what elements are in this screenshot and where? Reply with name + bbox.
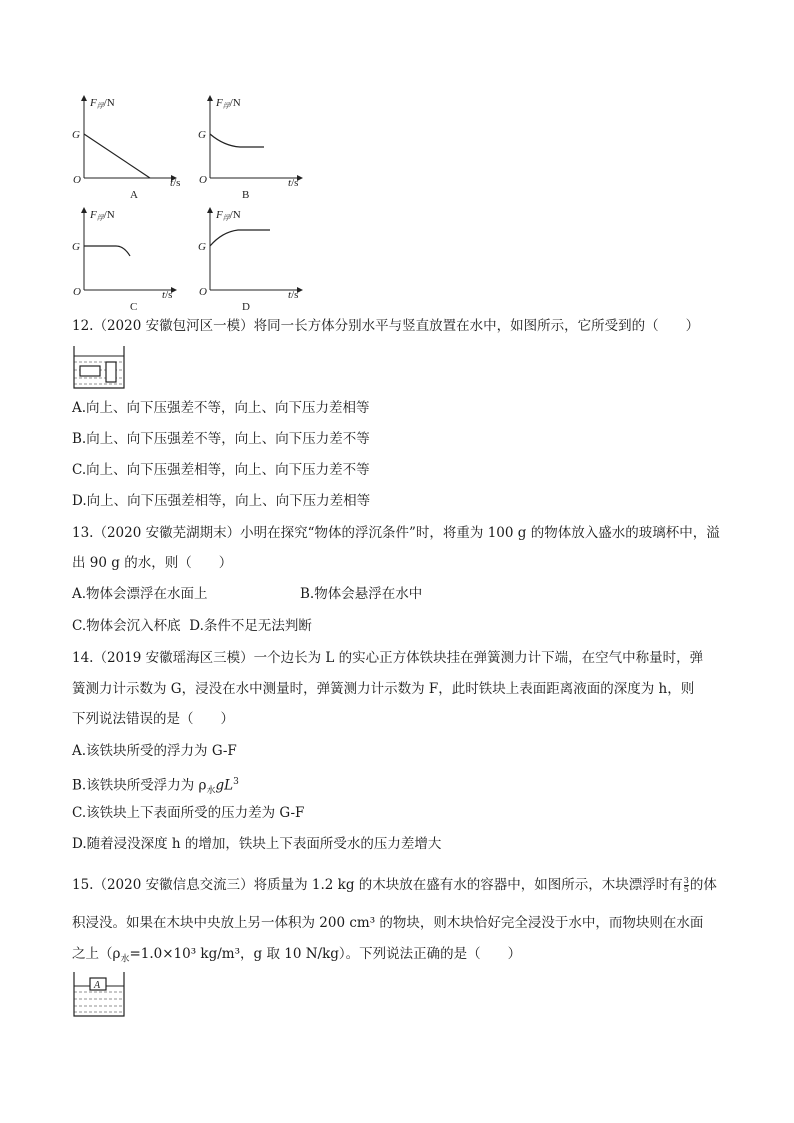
- block-label-a: A: [94, 980, 101, 991]
- question-14-line-1: 14.（2019 安徽瑶海区三模）一个边长为 L 的实心正方体铁块挂在弹簧测力计下端，在空气中称量时，弹: [72, 650, 704, 666]
- graph-a-label: A: [130, 189, 138, 201]
- graph-b: [198, 96, 302, 201]
- graph-b-xlabel: t/s: [288, 177, 299, 189]
- graphs-panel: [0, 0, 794, 320]
- question-13-line-2: 出 90 g 的水，则（ ）: [72, 555, 233, 571]
- graph-a: [72, 96, 180, 201]
- graph-b-origin: O: [199, 174, 207, 186]
- graph-d: [198, 208, 302, 313]
- fraction-three-fifths: $\frac{3}{5}$: [683, 876, 689, 894]
- graph-c-label: C: [130, 301, 138, 313]
- q14-option-b: B.该铁块所受浮力为 $\rho_水gL^3$: [72, 777, 239, 797]
- graph-a-origin: O: [73, 174, 81, 186]
- graph-b-curve: [210, 134, 264, 147]
- question-15-line-3: 之上（$\rho_水=1.0\times 10^3$ kg/m³，g 取 10 N/kg）。下列说法正确的是（ ）: [72, 946, 522, 965]
- q12-option-a: A.向上、向下压强差不等，向上、向下压力差相等: [72, 400, 370, 416]
- horizontal-block: [80, 366, 100, 376]
- graph-b-label: B: [242, 189, 250, 201]
- graph-d-curve: [210, 230, 270, 246]
- graph-b-g-tick: G: [198, 129, 206, 141]
- graph-a-ylabel: F浮/N: [90, 97, 115, 110]
- question-12: 12.（2020 安徽包河区一模）将同一长方体分别水平与竖直放置在水中，如图所示，它所受到的（ ）: [72, 318, 700, 334]
- q15-container-figure: [72, 970, 128, 1018]
- graph-d-g-tick: G: [198, 241, 206, 253]
- q13-option-c: C.物体会沉入杯底: [72, 618, 181, 634]
- question-14-line-3: 下列说法错误的是（ ）: [72, 711, 234, 727]
- q12-option-d: D.向上、向下压强差相等，向上、向下压力差相等: [72, 493, 371, 509]
- question-15-line-2: 积浸没。如果在木块中央放上另一体积为 200 cm³ 的物块，则木块恰好完全浸没于水中，而物块则在水面: [72, 915, 704, 931]
- q14-option-c: C.该铁块上下表面所受的压力差为 G-F: [72, 805, 305, 821]
- q13-option-d: D.条件不足无法判断: [189, 618, 312, 634]
- q14-option-d: D.随着浸没深度 h 的增加，铁块上下表面所受水的压力差增大: [72, 836, 442, 852]
- question-13-line-1: 13.（2020 安徽芜湖期末）小明在探究“物体的浮沉条件”时，将重为 100 g 的物体放入盛水的玻璃杯中，溢: [72, 525, 720, 541]
- q13-option-a: A.物体会漂浮在水面上: [72, 586, 208, 602]
- graph-a-curve: [84, 134, 150, 178]
- graph-c: [72, 208, 176, 313]
- q13-option-cd: [72, 616, 312, 636]
- vertical-block: [106, 362, 116, 382]
- question-14-line-2: 簧测力计示数为 G，浸没在水中测量时，弹簧测力计示数为 F，此时铁块上表面距离液面的深度为 h，则: [72, 681, 695, 697]
- graph-a-g-tick: G: [72, 129, 80, 141]
- graph-c-origin: O: [73, 286, 81, 298]
- graph-c-ylabel: F浮/N: [90, 209, 115, 222]
- graph-c-g-tick: G: [72, 241, 80, 253]
- graph-c-xlabel: t/s: [162, 289, 173, 301]
- graph-d-ylabel: F浮/N: [216, 209, 241, 222]
- q12-option-c: C.向上、向下压强差相等，向上、向下压力差不等: [72, 462, 370, 478]
- question-15-line-1: 15.（2020 安徽信息交流三）将质量为 1.2 kg 的木块放在盛有水的容器中，如图所示，木块漂浮时有 $\frac{3}{5}$ 的体: [72, 876, 717, 894]
- graph-b-ylabel: F浮/N: [216, 97, 241, 110]
- graph-d-origin: O: [199, 286, 207, 298]
- q13-option-b: B.物体会悬浮在水中: [300, 586, 423, 602]
- graph-d-label: D: [242, 301, 250, 313]
- q12-container-figure: [72, 344, 128, 390]
- q12-option-b: B.向上、向下压强差不等，向上、向下压力差不等: [72, 431, 370, 447]
- graph-d-xlabel: t/s: [288, 289, 299, 301]
- graph-c-curve: [84, 246, 130, 256]
- q14-option-a: A.该铁块所受的浮力为 G-F: [72, 743, 237, 759]
- graph-a-xlabel: t/s: [170, 177, 181, 189]
